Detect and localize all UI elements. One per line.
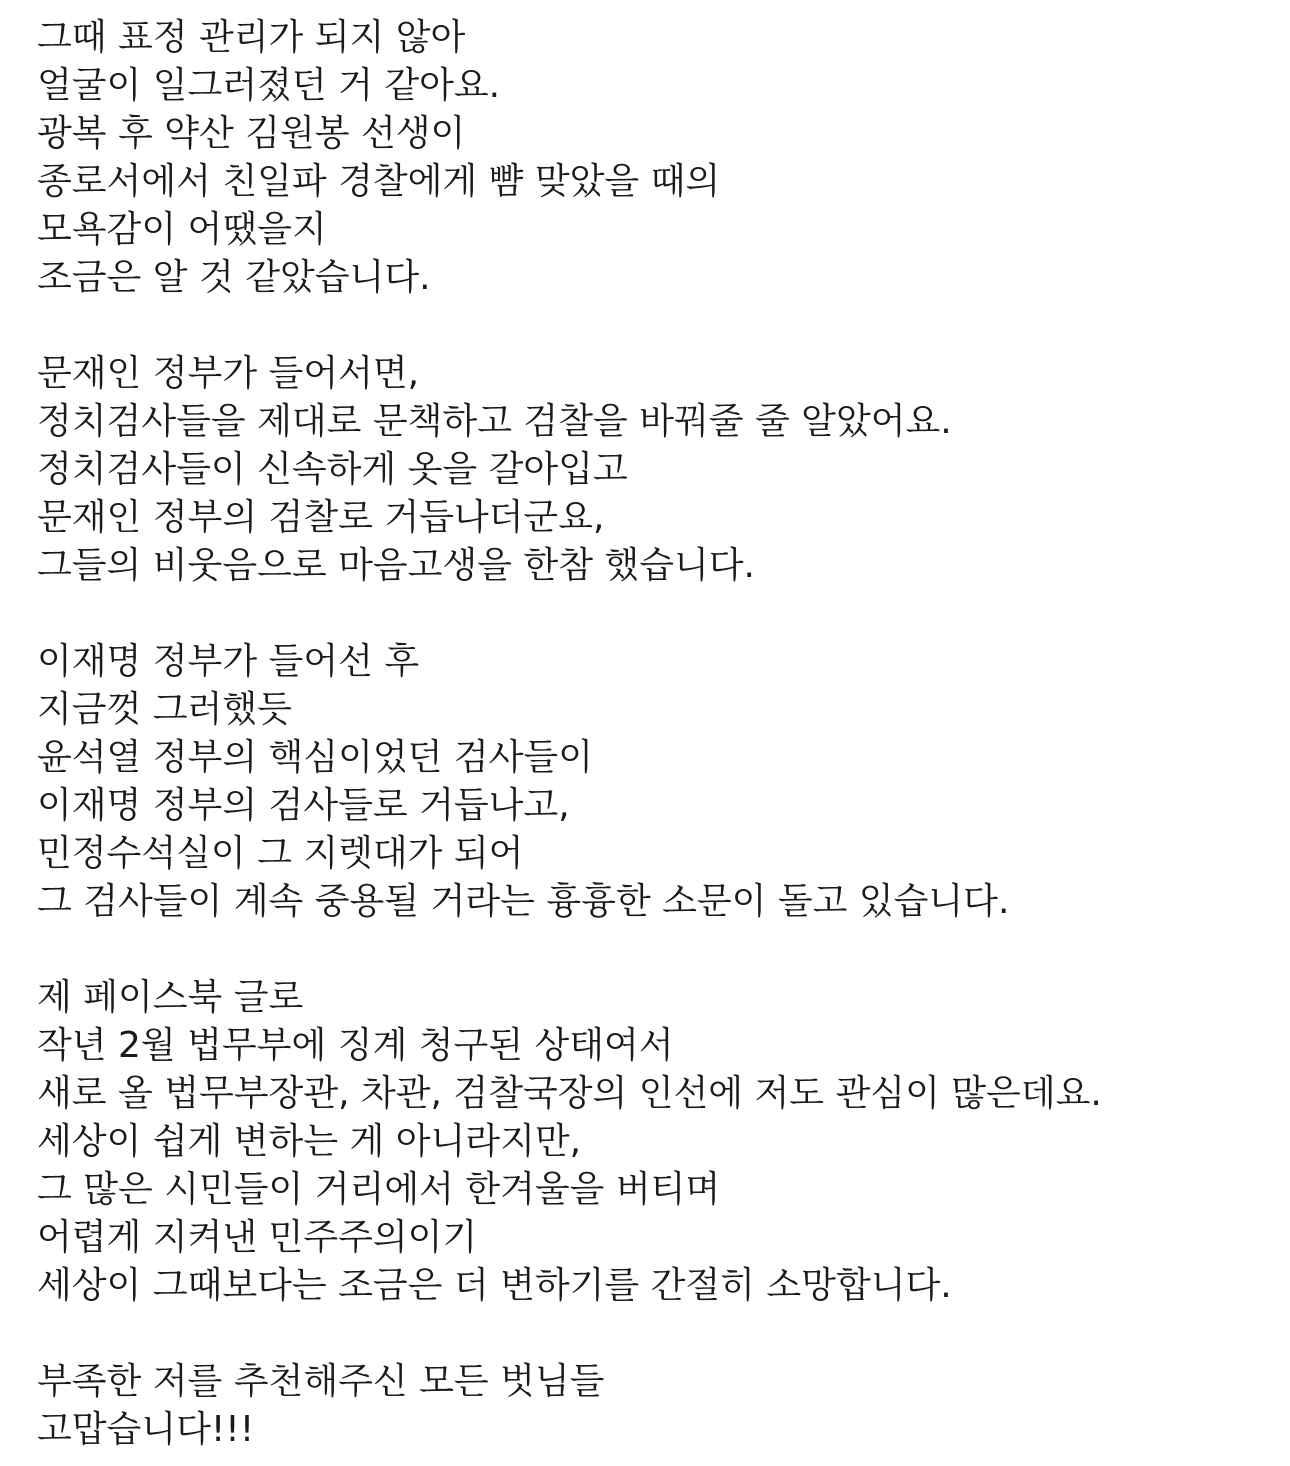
text-line: 광복 후 약산 김원봉 선생이 [37,113,466,154]
text-line: 이재명 정부의 검사들로 거듭나고, [37,785,570,826]
text-line: 종로서에서 친일파 경찰에게 뺨 맞았을 때의 [37,161,721,202]
text-line: 그들의 비웃음으로 마음고생을 한참 했습니다. [37,545,755,586]
text-line: 제 페이스북 글로 [37,977,304,1018]
text-line: 세상이 쉽게 변하는 게 아니라지만, [37,1121,582,1162]
paragraph-1 [37,14,1267,302]
text-line: 이재명 정부가 들어선 후 [37,641,420,682]
text-line: 작년 2월 법무부에 징계 청구된 상태여서 [37,1025,674,1066]
paragraph-4 [37,974,1267,1310]
text-line: 새로 올 법무부장관, 차관, 검찰국장의 인선에 저도 관심이 많은데요. [37,1073,1102,1114]
text-line: 정치검사들이 신속하게 옷을 갈아입고 [37,449,628,490]
text-line: 어렵게 지켜낸 민주주의이기 [37,1217,478,1258]
paragraph-3 [37,638,1267,926]
text-line: 그 많은 시민들이 거리에서 한겨울을 버티며 [37,1169,721,1210]
text-line: 고맙습니다!!! [37,1409,255,1450]
text-line: 문재인 정부의 검찰로 거듭나더군요, [37,497,605,538]
text-line: 세상이 그때보다는 조금은 더 변하기를 간절히 소망합니다. [37,1265,952,1306]
post-body [37,14,1267,1454]
text-line: 윤석열 정부의 핵심이었던 검사들이 [37,737,593,778]
text-line: 문재인 정부가 들어서면, [37,353,420,394]
text-line: 정치검사들을 제대로 문책하고 검찰을 바꿔줄 줄 알았어요. [37,401,952,442]
text-line: 지금껏 그러했듯 [37,689,292,730]
text-line: 모욕감이 어땠을지 [37,209,327,250]
text-line: 조금은 알 것 같았습니다. [37,257,431,298]
text-line: 얼굴이 일그러졌던 거 같아요. [37,65,501,106]
text-line: 그때 표정 관리가 되지 않아 [37,17,466,58]
text-line: 그 검사들이 계속 중용될 거라는 흉흉한 소문이 돌고 있습니다. [37,881,1010,922]
text-line: 부족한 저를 추천해주신 모든 벗님들 [37,1361,605,1402]
text-line: 민정수석실이 그 지렛대가 되어 [37,833,524,874]
paragraph-2 [37,350,1267,590]
paragraph-5 [37,1358,1267,1454]
